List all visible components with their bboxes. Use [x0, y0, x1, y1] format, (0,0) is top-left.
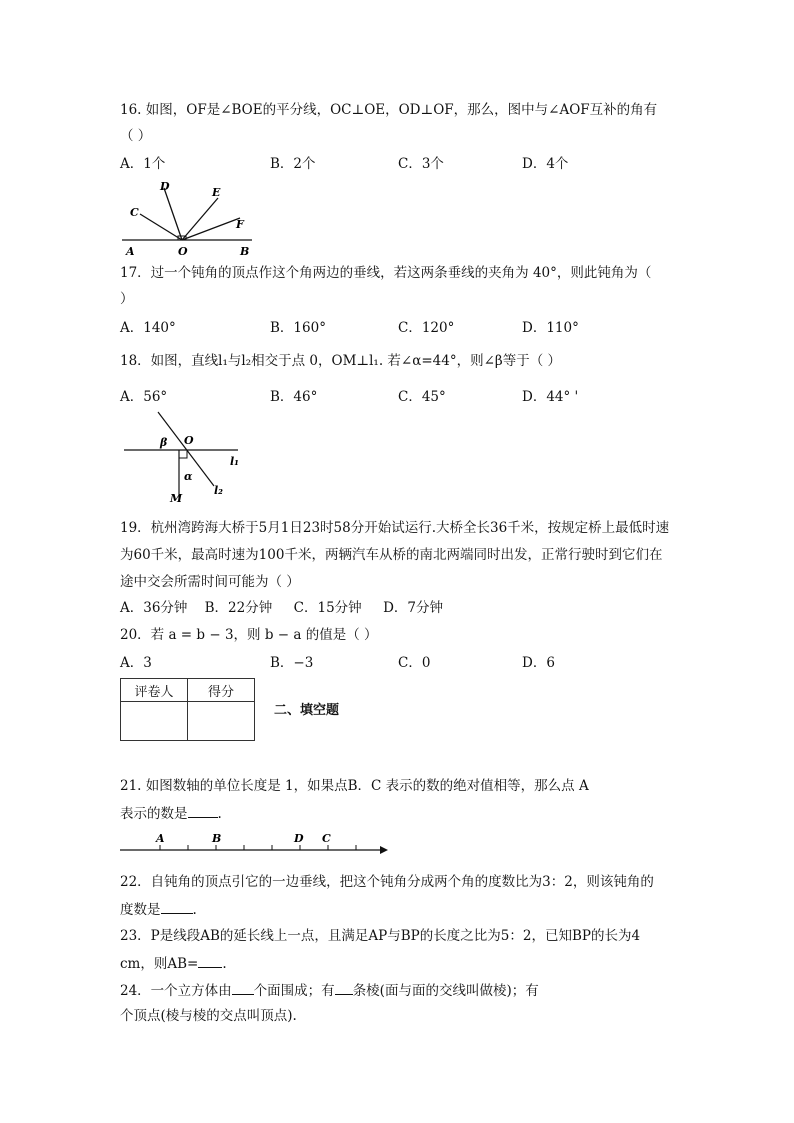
q20-option-d: D．6 [522, 655, 555, 671]
label-e: E [212, 186, 221, 199]
q16-option-d: D．4个 [522, 156, 569, 172]
score-table-cell-score [188, 702, 255, 741]
q19-stem-line1: 19．杭州湾跨海大桥于5月1日23时58分开始试运行.大桥全长36千米，按规定桥上最低时速 [120, 520, 670, 536]
q19-stem-line2: 为60千米，最高时速为100千米，两辆汽车从桥的南北两端同时出发，正常行驶时到它们在 [120, 547, 663, 563]
q18-option-a: A．56° [120, 389, 168, 405]
q23-suffix: . [222, 956, 227, 972]
label-o: O [178, 245, 188, 258]
q21-prefix: 表示的数是 [120, 806, 188, 822]
q21-number-line [118, 828, 394, 858]
q18-stem: 18．如图，直线l₁与l₂相交于点 0，OM⊥l₁. 若∠α=44°，则∠β等于（ ） [120, 353, 561, 369]
q24-part-c: 条棱(面与面的交线叫做棱)；有 [352, 983, 539, 999]
q20-option-c: C．0 [398, 655, 431, 671]
label-d: D [160, 180, 170, 193]
q18-option-d: D．44° ' [522, 389, 579, 405]
label-c: C [130, 206, 139, 219]
q22-stem-line2 [120, 899, 197, 920]
q17-stem-line1: 17．过一个钝角的顶点作这个角两边的垂线，若这两条垂线的夹角为 40°，则此钝角为（ [120, 265, 652, 281]
label-c: C [322, 832, 331, 845]
q22-answer-blank [161, 899, 193, 914]
q16-option-a: A．1个 [120, 156, 166, 172]
q24-part-a: 24．一个立方体由 [120, 983, 232, 999]
q21-stem-line2 [120, 803, 222, 824]
q24-blank-faces [232, 980, 254, 995]
q22-suffix: . [192, 902, 197, 918]
q23-answer-blank [198, 953, 222, 968]
label-beta: β [160, 436, 168, 449]
q23-stem-line1: 23．P是线段AB的延长线上一点，且满足AP与BP的长度之比为5：2，已知BP的长为4 [120, 928, 641, 944]
label-m: M [170, 492, 183, 505]
ray-od [164, 188, 182, 240]
label-d: D [294, 832, 304, 845]
q17-option-b: B．160° [270, 320, 326, 336]
q17-stem-line2: ） [120, 291, 134, 307]
right-angle-mark [179, 450, 187, 458]
q19-options: A．36分钟 B．22分钟 C．15分钟 D．7分钟 [120, 600, 444, 616]
q21-answer-blank [188, 803, 218, 818]
score-table [120, 678, 255, 741]
q16-stem-line1: 16. 如图，OF是∠BOE的平分线，OC⊥OE，OD⊥OF，那么，图中与∠AOF互补的角有 [120, 102, 658, 118]
q20-option-a: A．3 [120, 655, 152, 671]
score-table-cell-grader [121, 702, 188, 741]
q18-option-b: B．46° [270, 389, 318, 405]
section-title: 二、填空题 [274, 703, 340, 718]
q16-option-b: B．2个 [270, 156, 316, 172]
q21-suffix: . [217, 806, 222, 822]
ray-oc [140, 214, 182, 240]
q24-stem-line1 [120, 980, 539, 1001]
q20-stem: 20．若 a = b − 3，则 b − a 的值是（ ） [120, 627, 378, 643]
q17-option-c: C．120° [398, 320, 455, 336]
q24-part-b: 个面围成；有 [253, 983, 335, 999]
label-a: A [126, 245, 135, 258]
q19-stem-line3: 途中交会所需时间可能为（ ） [120, 574, 300, 590]
q21-stem-line1: 21. 如图数轴的单位长度是 1，如果点B．C 表示的数的绝对值相等，那么点 A [120, 778, 589, 794]
label-b: B [212, 832, 222, 845]
q17-option-d: D．110° [522, 320, 579, 336]
label-alpha: α [184, 470, 193, 483]
q22-stem-line1: 22．自钝角的顶点引它的一边垂线，把这个钝角分成两个角的度数比为3：2，则该钝角的 [120, 874, 654, 890]
label-o: O [184, 434, 194, 447]
q16-angle-figure [118, 176, 268, 258]
q23-stem-line2 [120, 953, 227, 974]
number-line-arrow [380, 846, 388, 854]
q24-blank-edges [335, 980, 353, 995]
score-table-header-score: 得分 [188, 679, 255, 702]
q22-prefix: 度数是 [120, 902, 161, 918]
q18-option-c: C．45° [398, 389, 446, 405]
label-b: B [240, 245, 250, 258]
q24-stem-line2: 个顶点(棱与棱的交点叫顶点). [120, 1008, 297, 1024]
q20-option-b: B．−3 [270, 655, 314, 671]
label-f: F [236, 218, 244, 231]
q23-prefix: cm，则AB= [120, 956, 199, 972]
q18-intersecting-lines-figure [122, 410, 252, 508]
q17-option-a: A．140° [120, 320, 176, 336]
q16-option-c: C．3个 [398, 156, 444, 172]
q16-stem-line2: （ ） [120, 128, 152, 144]
label-l2: l₂ [214, 484, 223, 497]
score-table-header-grader: 评卷人 [121, 679, 188, 702]
label-l1: l₁ [230, 455, 239, 468]
label-a: A [156, 832, 165, 845]
